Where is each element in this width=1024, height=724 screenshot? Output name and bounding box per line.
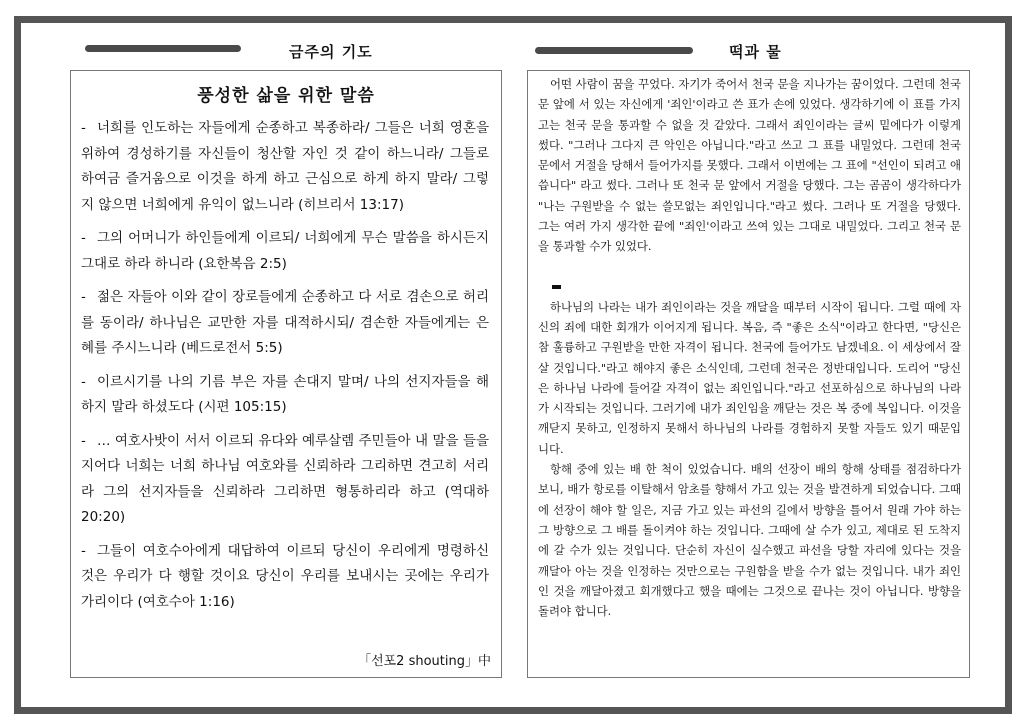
section-marker — [552, 285, 561, 289]
page-frame — [14, 16, 1012, 714]
source-citation: 「선포2 shouting」中 — [358, 654, 491, 669]
left-header-bar — [85, 45, 241, 52]
verse-item — [81, 370, 489, 421]
verse-text: 그들이 여호수아에게 대답하여 이르되 당신이 우리에게 명령하신 것은 우리가 다 행할 것이요 당신이 우리를 보내시는 곳에는 우리가 가리이다 (여호수아 1:16) — [81, 542, 489, 610]
dash-mark: - — [81, 230, 86, 246]
verse-text: 이르시기를 나의 기름 부은 자를 손대지 말며/ 나의 선지자들을 해하지 말라 하셨도다 (시편 105:15) — [81, 373, 489, 415]
verse-text: 그의 어머니가 하인들에게 이르되/ 너희에게 무슨 말씀을 하시든지 그대로 하라 하니라 (요한복음 2:5) — [81, 230, 489, 272]
story-paragraph: 어떤 사람이 꿈을 꾸었다. 자기가 죽어서 천국 문을 지나가는 꿈이었다. 그런데 천국문 앞에 서 있는 자신에게 '죄인'이라고 쓴 표가 손에 있었다. 생각하기에 이 표를 가지고는 천국 문을 통과할 수 없을 것 같았다. 그래서 죄인이라는 글씨 밑에다가 이렇게 썼다. "그러나 그다지 큰 악인은 아닙니다."라고 쓰고 그 표를 내밀었다. 그런데 천국 문에서 거절을 당해서 들어가지를 못했다. 그래서 이번에는 그 표에 "선인이 되려고 애씁니다" 라고 썼다. 그러나 또 천국 문 앞에서 거절을 당했다. 그는 곰곰이 생각하다가 "나는 구원받을 수 없는 쓸모없는 죄인입니다."라고 썼다. 그러나 또 거절을 당했다. 그는 여러 가지 생각한 끝에 "죄인'이라고 쓰여 있는 그대로 내밀었다. 그리고 천국 문을 통과할 수가 있었다. — [538, 77, 961, 254]
verse-item — [81, 539, 489, 616]
dash-mark: - — [81, 432, 86, 449]
dash-mark: - — [81, 120, 86, 136]
verse-item — [81, 116, 489, 218]
right-header-bar — [535, 47, 693, 54]
verse-text: … 여호사밧이 서서 이르되 유다와 예루살렘 주민들아 내 말을 들을지어다 너희는 너희 하나님 여호와를 신뢰하라 그리하면 견고히 서리라 그의 선지자들을 신뢰하라 그리하면 형통하리라 하고 (역대하 20:20) — [81, 432, 489, 525]
dash-mark: - — [81, 373, 86, 390]
verse-text: 젊은 자들아 이와 같이 장로들에게 순종하고 다 서로 겸손으로 허리를 동이라/ 하나님은 교만한 자를 대적하시되/ 겸손한 자들에게는 은혜를 주시느니라 (베드로전서 5:5) — [81, 289, 489, 356]
verse-item — [81, 429, 489, 531]
story-paragraph: 항해 중에 있는 배 한 척이 있었습니다. 배의 선장이 배의 항해 상태를 점검하다가 보니, 배가 항로를 이탈해서 암초를 향해서 가고 있는 것을 발견하게 되었습니다. 그때에 선장이 해야 할 일은, 지금 가고 있는 파선의 길에서 방향을 틀어서 원래 가야 하는 그 방향으로 그 배를 돌이켜야 하는 것입니다. 그때에 살 수가 있고, 제대로 된 도착지에 갈 수가 있는 것입니다. 단순히 자신이 실수했고 파선을 당할 자리에 있다는 것을 깨달아 아는 것을 인정하는 것만으로는 구원함을 받을 수가 없는 것입니다. 내가 죄인인 것을 깨달아졌고 회개했다고 했을 때에는 그것으로 끝나는 것이 아닙니다. 방향을 돌려야 합니다. — [538, 462, 961, 619]
left-column-title: 금주의 기도 — [289, 43, 373, 61]
scripture-box — [70, 70, 502, 678]
verse-list — [71, 116, 501, 615]
story-paragraph: 하나님의 나라는 내가 죄인이라는 것을 깨달을 때부터 시작이 됩니다. 그럴 때에 자신의 죄에 대한 회개가 이어지게 됩니다. 복음, 즉 "좋은 소식"이라고 한다면, "당신은 참 훌륭하고 구원받을 만한 자격이 됩니다. 천국에 들어가도 남겠네요. 이 세상에서 잘 살 것입니다."라고 해야지 좋은 소식인데, 그런데 천국은 정반대입니다. 도리어 "당신은 하나님 나라에 들어갈 자격이 없는 죄인입니다."라고 선포하심으로 하나님의 나라가 시작되는 것입니다. 그러기에 내가 죄인임을 깨닫는 것은 복 중에 복입니다. 이것을 깨닫지 못하고, 인정하지 못해서 하나님의 나라를 경험하지 못할 자들도 있기 때문입니다. — [538, 299, 961, 456]
verse-item — [81, 285, 489, 362]
dash-mark: - — [81, 289, 86, 305]
verse-item — [81, 226, 489, 277]
right-column-title: 떡과 물 — [729, 43, 782, 61]
dash-mark: - — [81, 542, 86, 559]
scripture-box-title: 풍성한 삶을 위한 말씀 — [197, 86, 375, 106]
story-text — [528, 71, 969, 621]
verse-text: 너희를 인도하는 자들에게 순종하고 복종하라/ 그들은 너희 영혼을 위하여 경성하기를 자신들이 청산할 자인 것 같이 하느니라/ 그들로 하여금 즐거움으로 이것을 하게 하고 근심으로 하게 하지 말라/ 그렇지 않으면 너희에게 유익이 없느니라 (히브리서 13:17) — [81, 120, 489, 213]
story-box — [527, 70, 970, 678]
